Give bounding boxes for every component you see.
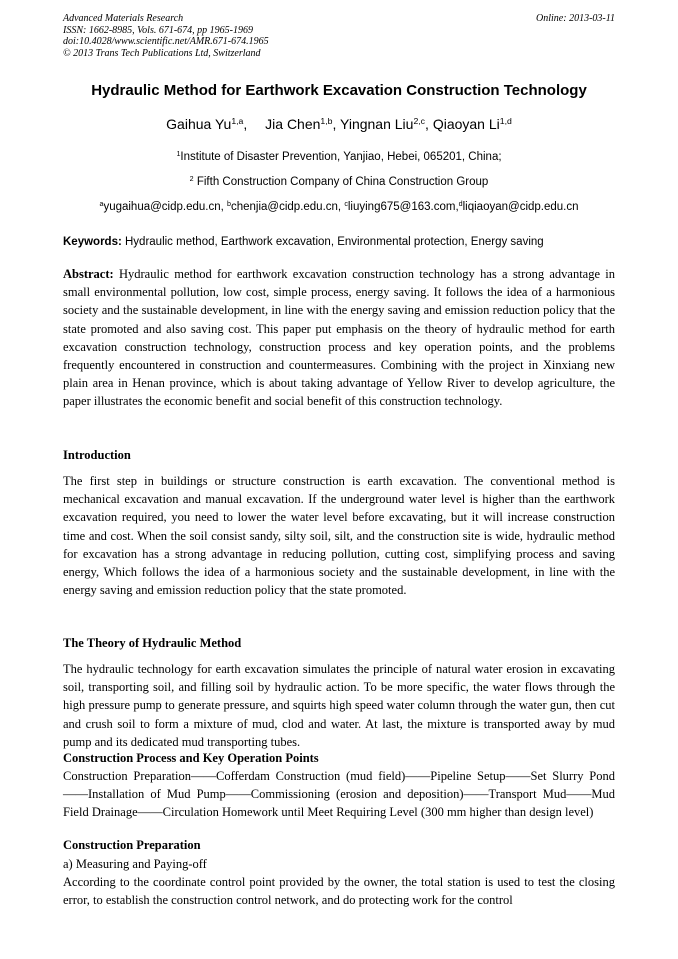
theory-text: The hydraulic technology for earth excavation simulates the principle of natural water erosion in excavating soil, transporting soil, and filling soil by hydraulic action. To be more specific, the water flows through the high pressure pump to generate pressure, and squirts high speed water column through the water gun, then cut and crush soil to form a mixture of mud, clod and water. At last, the mixture is transported away by mud pump and its dedicated mud transporting tubes. bbox=[63, 662, 615, 749]
process-text: Construction Preparation——Cofferdam Construction (mud field)——Pipeline Setup——Set Slurry Pond——Installation of Mud Pump——Commissioning (erosion and deposition)——Transport Mud——Mud Field Drainage——Circulation Homework until Meet Requiring Level (300 mm higher than design level) bbox=[63, 769, 615, 820]
abstract-text: Hydraulic method for earthwork excavation construction technology has a strong advantage in small environmental pollution, low cost, simple process, energy saving. It follows the idea of a harmonious society and the sustainable development, in line with the energy saving and emission reduction policy that the state promoted and also saving cost. This paper put emphasis on the theory of hydraulic method for earth excavation construction technology, construction process and key operation points, and the problems frequently encountered in construction and countermeasures. Combining with the project in Xinxiang new plain area in Henan province, which is about taking advantage of Yellow River to develop agriculture, the paper illustrates the economic benefit and social benefit of this construction technology. bbox=[63, 267, 616, 409]
online-date: Online: 2013-03-11 bbox=[536, 13, 615, 24]
author-name: Yingnan Liu bbox=[340, 116, 414, 132]
keywords-label: Keywords: bbox=[63, 236, 122, 248]
author-list: Gaihua Yu$^{1,a}$, Jia Chen$^{1,b}$, Yingnan Liu$^{2,c}$, Qiaoyan Li$^{1,d}$ bbox=[166, 116, 512, 132]
author-sup: 1,a bbox=[231, 116, 244, 127]
preparation-subheading: a) Measuring and Paying-off bbox=[63, 857, 207, 871]
doi-line: doi:10.4028/www.scientific.net/AMR.671-674.1965 bbox=[63, 36, 269, 47]
keywords-text: Hydraulic method, Earthwork excavation, Environmental protection, Energy saving bbox=[125, 236, 544, 248]
email-list: $^a$yugaihua@cidp.edu.cn, $^b$chenjia@cidp.edu.cn, $^c$liuying675@163.com,$^d$liqiaoyan@cidp.edu.cn bbox=[99, 200, 579, 213]
issn-line: ISSN: 1662-8985, Vols. 671-674, pp 1965-1969 bbox=[63, 24, 253, 36]
author-sup: 1,b bbox=[320, 116, 333, 127]
preparation-text: a) Measuring and Paying-off According to the coordinate control point provided by the owner, the total station is used to test the closing error, to establish the construction control network, and do protecting work for the control bbox=[63, 857, 615, 908]
process-heading: Construction Process and Key Operation Points bbox=[63, 751, 319, 765]
email-link[interactable]: yugaihua@cidp.edu.cn, bbox=[103, 201, 228, 213]
abstract bbox=[63, 265, 615, 411]
author-sup: 2,c bbox=[413, 116, 426, 127]
affiliation-2: $^2$ Fifth Construction Company of China Construction Group bbox=[189, 175, 489, 188]
introduction-heading: Introduction bbox=[63, 448, 131, 462]
affiliation-1: $^1$Institute of Disaster Prevention, Yanjiao, Hebei, 065201, China; bbox=[176, 150, 502, 163]
email-link[interactable]: liqiaoyan@cidp.edu.cn bbox=[462, 201, 579, 213]
author-name: Gaihua Yu bbox=[166, 116, 232, 132]
journal-name: Advanced Materials Research bbox=[63, 13, 184, 24]
running-header bbox=[63, 13, 615, 59]
email-link[interactable]: chenjia@cidp.edu.cn, bbox=[230, 201, 345, 213]
author-name: Jia Chen bbox=[265, 116, 321, 132]
copyright-line: © 2013 Trans Tech Publications Ltd, Switzerland bbox=[63, 47, 261, 59]
introduction-text: The first step in buildings or structure construction is earth excavation. The conventional method is mechanical excavation and manual excavation. If the underground water level is higher than the earthwork excavation required, you need to lower the water level before excavating, but it will increase construction time and cost. When the soil consist sandy, silty soil, silt, and the construction site is wide, hydraulic method for excavation has a strong advantage in reducing pollution, cutting cost, simplifying process and saving energy, Which follows the idea of a harmonious society and the sustainable development, in line with the energy saving and emission reduction policy that the state promoted. bbox=[63, 474, 615, 598]
theory-heading: The Theory of Hydraulic Method bbox=[63, 636, 242, 650]
preparation-heading: Construction Preparation bbox=[63, 838, 201, 852]
author-name: Qiaoyan Li bbox=[432, 116, 500, 132]
author-sup: 1,d bbox=[499, 116, 512, 127]
paper-title: Hydraulic Method for Earthwork Excavation Construction Technology bbox=[91, 82, 587, 99]
email-link[interactable]: liuying675@163.com, bbox=[347, 201, 459, 213]
abstract-label: Abstract: bbox=[63, 267, 114, 281]
keywords bbox=[63, 236, 623, 248]
